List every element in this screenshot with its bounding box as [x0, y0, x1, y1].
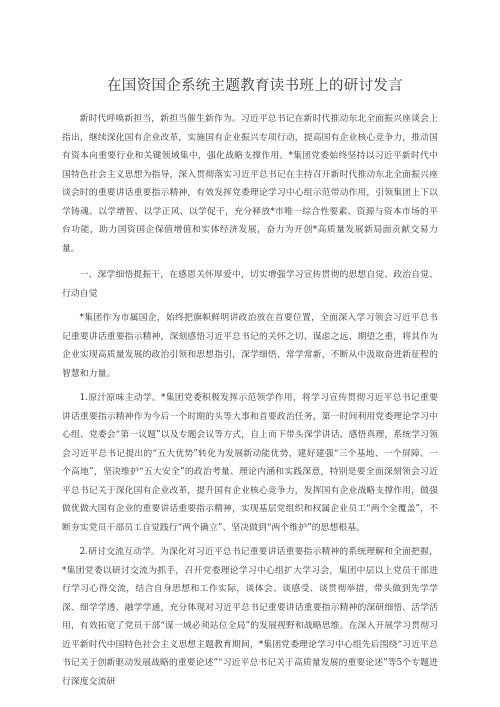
subsection-paragraph-1: 1.原汁原味主动学。*集团党委积极发挥示范领学作用，将学习宣传贯彻习近平总书记重要讲话重要指示精神作为今后一个时期的头等大事和首要政治任务，第一时间利用党委理论学习中心组、党委会“第一议题”以及专题会议等方式，自上而下带头深学讲话、感悟真理，系统学习领会习近平总书记提出的“五大优势”转化为发展新动能优势，建好建强“三个基地、一个屏障、一个高地”，坚决维护“五大安全”的政治考量、理论内涵和实践深意，特别是要全面深刻领会习近平总书记关于深化国有企业改革，提升国有企业核心竞争力，发挥国有企业战略支撑作用，做强做优做大国有企业的重要讲话重要指示精神，实现基层党组织和权属企业员工“两个全覆盖”，不断夯实党员干部员工自觉践行“两个确立”、坚决做到“两个维护”的思想根基。	[62, 393, 438, 533]
subsection-paragraph-2: 2.研讨交流互动学。为深化对习近平总书记重要讲话重要指示精神的系统理解和全面把握，*集团党委以研讨交流为抓手，召开党委理论学习中心组扩大学习会，集团中层以上党员干部进行学习心得交流，结合自身思想和工作实际，谈体会、谈感受、谈贯彻举措，带头做到先学学深、细学学透、融学学通，充分体现对习近平总书记重要讲话重要指示精神的深研细悟、活学活用，有效拓宽了党员干部“谋一域必须站位全局”的发展视野和战略思维。在深入开展学习贯彻习近平新时代中国特色社会主义思想主题教育期间，*集团党委理论学习中心组先后围绕“习近平总书记关于创新驱动发展战略的重要论述”“习近平总书记关于高质量发展的重要论述”等5个专题进行深度交流研	[62, 547, 438, 687]
section-paragraph: *集团作为市属国企，始终把旗帜鲜明讲政治放在首要位置，全面深入学习领会习近平总书记重要讲话重要指示精神，深刻感悟习近平总书记的关怀之切、谋虑之远、期望之重，将其作为企业实现高质量发展的政治引领和思想指引，深学细悟、常学常新，不断从中汲取奋进新征程的智慧和力量。	[62, 313, 438, 379]
page-title: 在国资国企系统主题教育读书班上的研讨发言	[107, 78, 403, 94]
section-heading-1: 一、深学细悟提振干，在感恩关怀厚爱中，切实增强学习宣传贯彻的思想自觉、政治自觉、行动自觉	[62, 270, 438, 299]
intro-paragraph: 新时代呼唤新担当，新担当催生新作为。习近平总书记在新时代推动东北全面振兴座谈会上指出，继续深化国有企业改革，实施国有企业振兴专项行动，提高国有企业核心竞争力，推动国有资本向重要行业和关键领域集中，强化战略支撑作用。*集团党委始终坚持以习近平新时代中国特色社会主义思想为指导，深入贯彻落实习近平总书记在主持召开新时代推动东北全面振兴座谈会时的重要讲话重要指示精神，有效发挥党委理论学习中心组示范带动作用，引领集团上下以学铸魂、以学增智、以学正风、以学促干，充分释放*市唯一综合性要素、资源与资本市场的平台功能，助力国资国企保值增值和实体经济发展，奋力为开创*高质量发展新局面贡献交易力量。	[62, 114, 438, 254]
document-body	[62, 110, 438, 691]
